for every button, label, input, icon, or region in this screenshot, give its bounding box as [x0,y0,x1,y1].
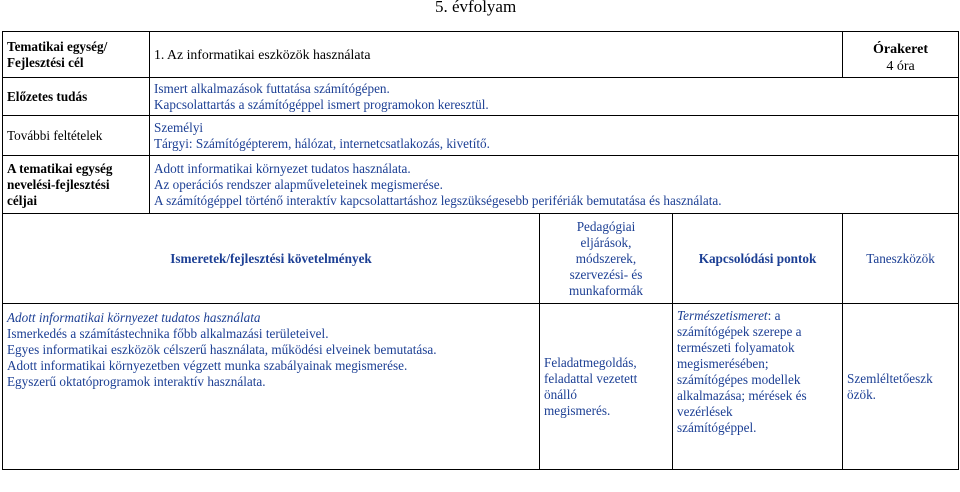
topic-row [3,32,959,78]
grade-title: 5. évfolyam [435,0,517,16]
prerequisites-row [3,78,959,116]
goals-content: Adott informatikai környezet tudatos használata. Az operációs rendszer alapműveleteinek megismerése. A számítógéppel történő interaktív kapcsolattartáshoz legszükségesebb perifériák bemutatása és használata. [150,156,959,214]
curriculum-table [2,31,959,470]
prerequisites-content: Ismert alkalmazások futtatása számítógépen. Kapcsolattartás a számítógéppel ismert programokon keresztül. [150,78,959,116]
hours-label: Órakeret [873,41,928,57]
goals-row [3,156,959,214]
prerequisites-label: Előzetes tudás [3,78,150,116]
further-conditions-row [3,116,959,156]
methods-content: Feladatmegoldás, feladattal vezetett önálló megismerés. [540,304,673,470]
connections-subject: Természetismeret [677,308,768,323]
connections-content: Természetismeret: a számítógépek szerepe a természeti folyamatok megismerésében; számítógépes modellek alkalmazása; mérések és vezérlések számítógéppel. [673,304,843,470]
topic-title: 1. Az informatikai eszközök használata [150,32,843,78]
goals-label: A tematikai egység nevelési-fejlesztési céljai [3,156,150,214]
requirements-heading: Adott informatikai környezet tudatos használata [7,310,261,325]
hours-cell [843,32,959,78]
further-conditions-label: További feltételek [3,116,150,156]
tools-content: Szemléltetőeszk özök. [843,304,959,470]
content-row [3,304,959,470]
further-conditions-content: Személyi Tárgyi: Számítógépterem, hálózat, internetcsatlakozás, kivetítő. [150,116,959,156]
requirements-content: Adott informatikai környezet tudatos használata Ismerkedés a számítástechnika főbb alkalmazási területeivel. Egyes informatikai eszközök célszerű használata, működési elveinek bemutatása. Adott informatikai környezetben végzett munka szabályainak megismerése. Egyszerű oktatóprogramok interaktív használata. [3,304,540,470]
connections-header: Kapcsolódási pontok [673,214,843,304]
topic-unit-label: Tematikai egység/ Fejlesztési cél [3,32,150,78]
column-header-row [3,214,959,304]
methods-header: Pedagógiai eljárások, módszerek, szervezési- és munkaformák [540,214,673,304]
requirements-header: Ismeretek/fejlesztési követelmények [3,214,540,304]
tools-header: Taneszközök [843,214,959,304]
hours-value: 4 óra [886,58,915,74]
